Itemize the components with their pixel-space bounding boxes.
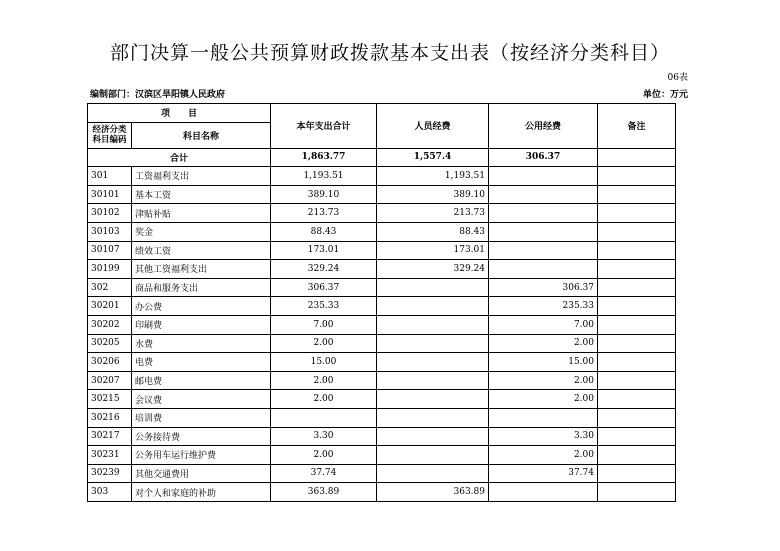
row-public <box>489 222 598 241</box>
row-public <box>489 204 598 223</box>
row-note <box>598 371 676 390</box>
header-note: 备注 <box>598 104 676 149</box>
row-total: 2.00 <box>271 334 377 353</box>
row-note <box>598 260 676 279</box>
row-total: 15.00 <box>271 353 377 372</box>
row-total: 1,193.51 <box>271 167 377 186</box>
row-name: 水费 <box>132 334 271 353</box>
row-total: 306.37 <box>271 278 377 297</box>
row-note <box>598 446 676 465</box>
row-total: 37.74 <box>271 464 377 483</box>
row-code: 30101 <box>88 185 132 204</box>
total-amount: 1,863.77 <box>271 148 377 167</box>
row-personnel <box>377 353 489 372</box>
row-public <box>489 185 598 204</box>
table-row <box>88 371 676 390</box>
row-total: 173.01 <box>271 241 377 260</box>
row-personnel <box>377 334 489 353</box>
table-row <box>88 185 676 204</box>
row-total: 3.30 <box>271 427 377 446</box>
expenditure-table <box>87 103 676 502</box>
row-code: 30206 <box>88 353 132 372</box>
row-name: 电费 <box>132 353 271 372</box>
table-row <box>88 204 676 223</box>
row-personnel <box>377 408 489 427</box>
table-row <box>88 278 676 297</box>
row-name: 办公费 <box>132 297 271 316</box>
header-personnel: 人员经费 <box>377 104 489 149</box>
row-public: 2.00 <box>489 390 598 409</box>
row-public <box>489 483 598 502</box>
total-row <box>88 148 676 167</box>
row-personnel <box>377 390 489 409</box>
row-name: 绩效工资 <box>132 241 271 260</box>
row-total: 2.00 <box>271 390 377 409</box>
row-note <box>598 464 676 483</box>
row-public: 2.00 <box>489 446 598 465</box>
page-title: 部门决算一般公共预算财政拨款基本支出表（按经济分类科目） <box>109 42 670 64</box>
row-name: 公务接待费 <box>132 427 271 446</box>
row-note <box>598 185 676 204</box>
header-name: 科目名称 <box>132 122 271 148</box>
header-public: 公用经费 <box>489 104 598 149</box>
row-personnel <box>377 371 489 390</box>
table-row <box>88 167 676 186</box>
row-code: 30239 <box>88 464 132 483</box>
table-row <box>88 427 676 446</box>
form-number: 06表 <box>667 73 688 83</box>
row-total: 389.10 <box>271 185 377 204</box>
row-code: 303 <box>88 483 132 502</box>
row-public <box>489 241 598 260</box>
row-name: 会议费 <box>132 390 271 409</box>
table-row <box>88 334 676 353</box>
row-code: 30231 <box>88 446 132 465</box>
row-personnel: 363.89 <box>377 483 489 502</box>
header-total: 本年支出合计 <box>271 104 377 149</box>
table-row <box>88 353 676 372</box>
table-row <box>88 260 676 279</box>
row-name: 对个人和家庭的补助 <box>132 483 271 502</box>
row-note <box>598 315 676 334</box>
row-code: 30217 <box>88 427 132 446</box>
row-personnel: 329.24 <box>377 260 489 279</box>
table-row <box>88 408 676 427</box>
row-personnel <box>377 278 489 297</box>
row-public: 3.30 <box>489 427 598 446</box>
department-label: 编制部门：汉滨区旱阳镇人民政府 <box>90 90 226 100</box>
row-note <box>598 204 676 223</box>
row-public: 306.37 <box>489 278 598 297</box>
table-row <box>88 297 676 316</box>
row-personnel: 389.10 <box>377 185 489 204</box>
row-code: 301 <box>88 167 132 186</box>
header-item: 项 目 <box>88 104 271 123</box>
row-public: 37.74 <box>489 464 598 483</box>
row-total: 2.00 <box>271 371 377 390</box>
row-code: 30199 <box>88 260 132 279</box>
row-note <box>598 297 676 316</box>
row-total: 213.73 <box>271 204 377 223</box>
row-name: 商品和服务支出 <box>132 278 271 297</box>
row-public <box>489 167 598 186</box>
row-name: 其他工资福利支出 <box>132 260 271 279</box>
table-row <box>88 483 676 502</box>
row-public: 235.33 <box>489 297 598 316</box>
row-name: 印刷费 <box>132 315 271 334</box>
row-personnel: 88.43 <box>377 222 489 241</box>
row-note <box>598 408 676 427</box>
row-total: 88.43 <box>271 222 377 241</box>
row-personnel <box>377 297 489 316</box>
row-total: 2.00 <box>271 446 377 465</box>
row-code: 30107 <box>88 241 132 260</box>
row-name: 工资福利支出 <box>132 167 271 186</box>
row-note <box>598 222 676 241</box>
row-note <box>598 483 676 502</box>
total-label: 合计 <box>88 148 271 167</box>
row-personnel <box>377 315 489 334</box>
row-note <box>598 390 676 409</box>
table-row <box>88 222 676 241</box>
row-note <box>598 427 676 446</box>
table-row <box>88 241 676 260</box>
row-code: 30201 <box>88 297 132 316</box>
row-code: 30102 <box>88 204 132 223</box>
row-personnel <box>377 446 489 465</box>
row-personnel: 173.01 <box>377 241 489 260</box>
row-code: 30103 <box>88 222 132 241</box>
row-personnel <box>377 464 489 483</box>
row-total: 329.24 <box>271 260 377 279</box>
row-total <box>271 408 377 427</box>
row-name: 培训费 <box>132 408 271 427</box>
total-note <box>598 148 676 167</box>
row-personnel: 213.73 <box>377 204 489 223</box>
row-code: 30205 <box>88 334 132 353</box>
row-personnel: 1,193.51 <box>377 167 489 186</box>
row-total: 7.00 <box>271 315 377 334</box>
row-note <box>598 353 676 372</box>
row-note <box>598 334 676 353</box>
row-public: 7.00 <box>489 315 598 334</box>
row-total: 363.89 <box>271 483 377 502</box>
row-code: 30202 <box>88 315 132 334</box>
row-public <box>489 260 598 279</box>
total-public: 306.37 <box>489 148 598 167</box>
row-code: 30215 <box>88 390 132 409</box>
table-row <box>88 446 676 465</box>
row-name: 津贴补贴 <box>132 204 271 223</box>
row-name: 基本工资 <box>132 185 271 204</box>
row-note <box>598 167 676 186</box>
table-row <box>88 315 676 334</box>
row-name: 奖金 <box>132 222 271 241</box>
row-public: 2.00 <box>489 334 598 353</box>
row-code: 302 <box>88 278 132 297</box>
row-note <box>598 241 676 260</box>
total-personnel: 1,557.4 <box>377 148 489 167</box>
row-public <box>489 408 598 427</box>
row-code: 30207 <box>88 371 132 390</box>
row-name: 其他交通费用 <box>132 464 271 483</box>
row-public: 2.00 <box>489 371 598 390</box>
row-total: 235.33 <box>271 297 377 316</box>
row-code: 30216 <box>88 408 132 427</box>
table-row <box>88 390 676 409</box>
row-public: 15.00 <box>489 353 598 372</box>
header-code: 经济分类科目编码 <box>88 122 132 148</box>
row-personnel <box>377 427 489 446</box>
unit-label: 单位：万元 <box>642 90 688 100</box>
row-name: 邮电费 <box>132 371 271 390</box>
row-note <box>598 278 676 297</box>
table-row <box>88 464 676 483</box>
row-name: 公务用车运行维护费 <box>132 446 271 465</box>
